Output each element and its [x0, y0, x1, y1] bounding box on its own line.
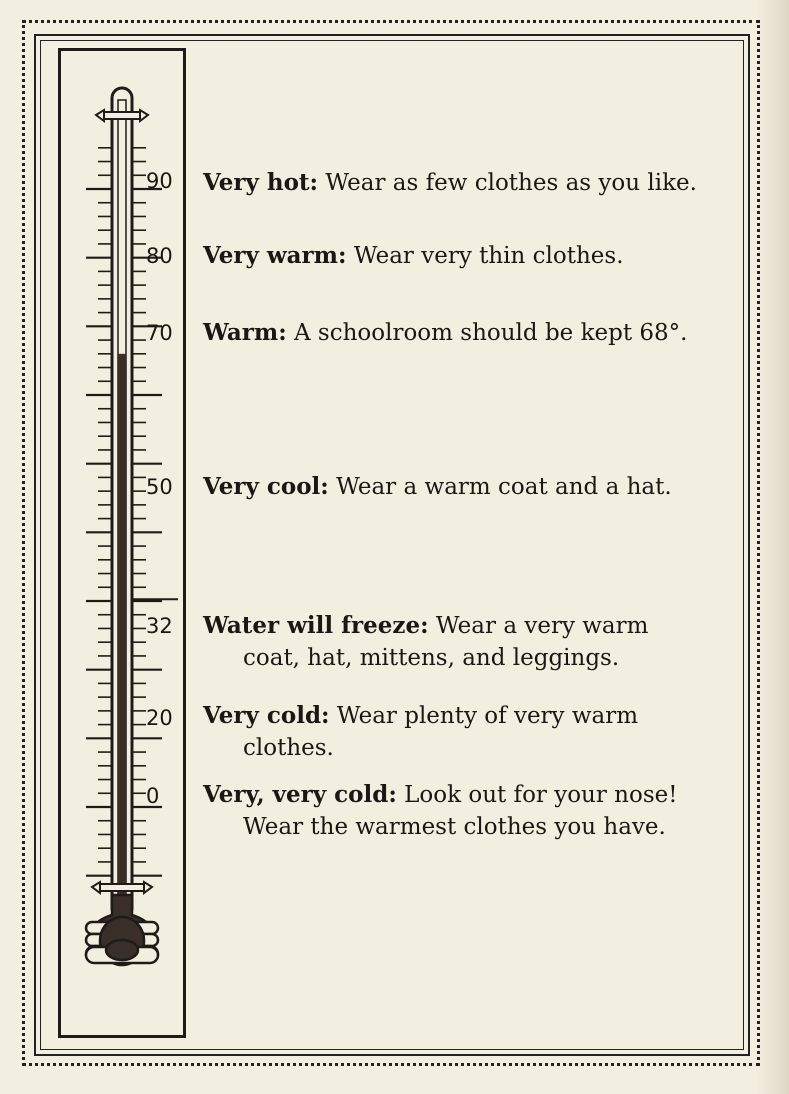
entry-advice-continued: clothes.: [243, 735, 334, 761]
mercury-column: [118, 354, 126, 905]
entry-condition: Very cold:: [203, 702, 330, 729]
entry-advice: Wear as few clothes as you like.: [325, 170, 697, 196]
entry-advice-continued: coat, hat, mittens, and leggings.: [243, 645, 620, 671]
scale-label-90: 90: [146, 169, 173, 193]
entry-water-will-freeze: [203, 610, 735, 674]
entry-advice-continued: Wear the warmest clothes you have.: [243, 814, 666, 840]
entry-very-very-cold: [203, 779, 735, 843]
bottom-clamp: [92, 882, 152, 893]
top-clamp: [96, 110, 148, 121]
scale-label-70: 70: [146, 321, 173, 345]
entry-advice: Look out for your nose!: [404, 782, 678, 808]
entry-condition: Very warm:: [203, 242, 347, 269]
entry-condition: Very, very cold:: [203, 781, 397, 808]
entry-advice: Wear a warm coat and a hat.: [336, 474, 672, 500]
entry-advice: Wear a very warm: [435, 613, 649, 639]
entry-warm: [203, 317, 688, 349]
entry-advice: Wear very thin clothes.: [353, 243, 624, 269]
entry-condition: Warm:: [203, 319, 287, 346]
scale-label-20: 20: [146, 706, 173, 730]
entry-condition: Very cool:: [203, 473, 329, 500]
entry-advice: A schoolroom should be kept 68°.: [294, 320, 688, 346]
entry-advice: Wear plenty of very warm: [336, 703, 639, 729]
entry-very-warm: [203, 240, 624, 272]
scale-label-32: 32: [146, 614, 173, 638]
scale-label-0: 0: [146, 784, 160, 808]
entry-condition: Water will freeze:: [203, 612, 429, 639]
scale-label-80: 80: [146, 244, 173, 268]
entry-very-hot: [203, 167, 697, 199]
thermometer-bulb: [86, 895, 158, 965]
entry-condition: Very hot:: [203, 169, 319, 196]
entry-very-cool: [203, 471, 672, 503]
entry-very-cold: [203, 700, 735, 764]
scale-label-50: 50: [146, 475, 173, 499]
